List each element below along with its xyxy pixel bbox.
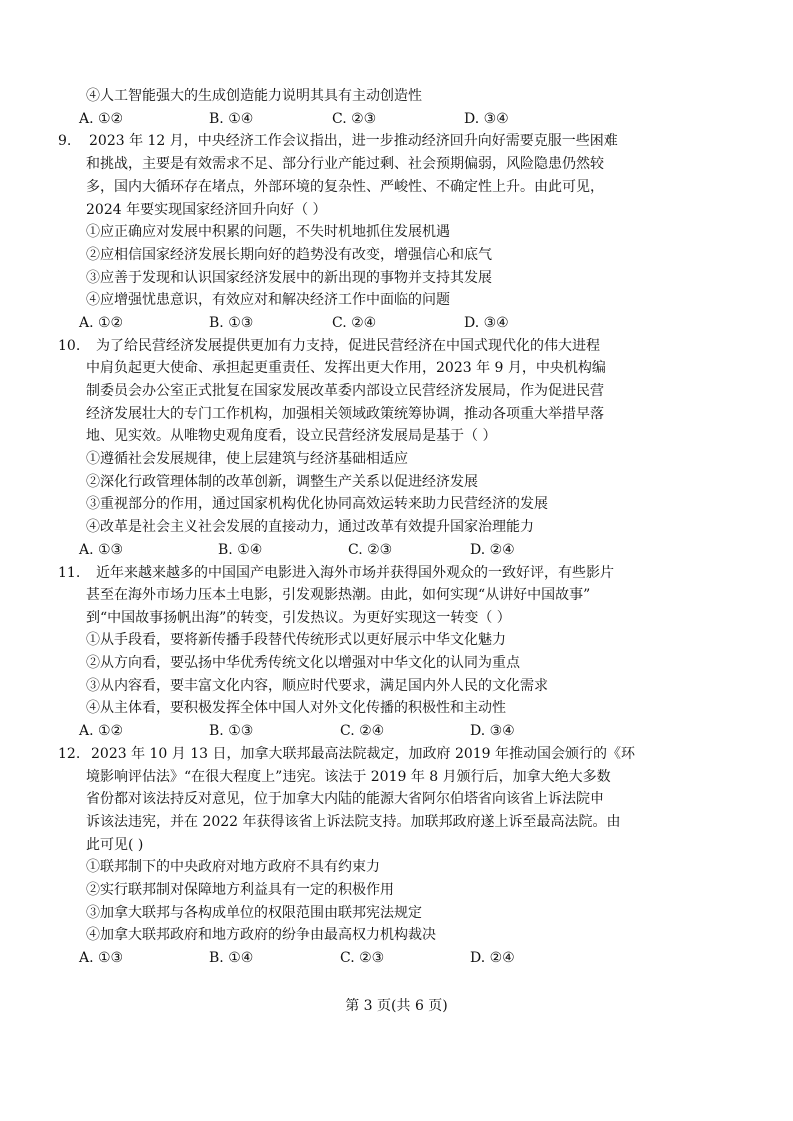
q10-statement-3: ③重视部分的作用，通过国家机构优化协同高效运转来助力民营经济的发展 [86,496,548,512]
q12-stem-line-4: 诉该法违宪，并在 2022 年获得该省上诉法院支持。加联邦政府遂上诉至最高法院。由 [86,814,621,830]
q12-stem-line-3: 省份都对该法持反对意见，位于加拿大内陆的能源大省阿尔伯塔省向该省上诉法院申 [86,791,604,807]
q10-stem-line-2: 中肩负起更大使命、承担起更重责任、发挥出更大作用，2023 年 9 月，中央机构编 [86,360,606,376]
q9-statement-4: ④应增强忧患意识，有效应对和解决经济工作中面临的问题 [86,292,450,308]
q12-stem-line-5: 此可见( ) [86,837,144,853]
q11-stem-line-3: 到“中国故事扬帆出海”的转变，引发热议。为更好实现这一转变（ ） [86,610,511,626]
page-number-footer: 第 3 页(共 6 页) [345,998,448,1014]
q11-option-b: B. ①③ [209,723,254,739]
q8-option-c: C. ②③ [332,111,377,127]
q9-number: 9. [58,133,72,149]
q9-option-d: D. ③④ [464,315,509,331]
q12-statement-4: ④加拿大联邦政府和地方政府的纷争由最高权力机构裁决 [86,927,436,943]
q9-stem-line-1: 2023 年 12 月，中央经济工作会议指出，进一步推动经济回升向好需要克服一些困难 [89,133,618,149]
q11-statement-1: ①从手段看，要将新传播手段替代传统形式以更好展示中华文化魅力 [86,632,506,648]
q12-option-c: C. ②③ [340,950,385,966]
q10-statement-2: ②深化行政管理体制的改革创新，调整生产关系以促进经济发展 [86,474,478,490]
q10-number: 10. [58,338,81,354]
q10-stem-line-4: 经济发展壮大的专门工作机构，加强相关领域政策统筹协调，推动各项重大举措早落 [86,406,604,422]
q8-option-d: D. ③④ [464,111,509,127]
q12-stem-line-2: 境影响评估法》“在很大程度上”违宪。该法于 2019 年 8 月颁行后，加拿大绝大多数 [86,769,611,785]
q9-stem-line-2: 和挑战，主要是有效需求不足、部分行业产能过剩、社会预期偏弱，风险隐患仍然较 [86,156,604,172]
q10-statement-1: ①遵循社会发展规律，使上层建筑与经济基础相适应 [86,451,408,467]
q11-option-a: A. ①② [79,723,124,739]
q12-option-d: D. ②④ [470,950,515,966]
q11-option-c: C. ②④ [340,723,385,739]
q11-option-d: D. ③④ [470,723,515,739]
q10-statement-4: ④改革是社会主义社会发展的直接动力，通过改革有效提升国家治理能力 [86,519,534,535]
q10-option-c: C. ②③ [348,542,393,558]
q12-option-b: B. ①④ [209,950,254,966]
q9-statement-1: ①应正确应对发展中积累的问题，不失时机地抓住发展机遇 [86,224,450,240]
q12-statement-3: ③加拿大联邦与各构成单位的权限范围由联邦宪法规定 [86,905,422,921]
q9-option-b: B. ①③ [209,315,254,331]
q8-statement-4: ④人工智能强大的生成创造能力说明其具有主动创造性 [86,88,422,104]
q12-statement-1: ①联邦制下的中央政府对地方政府不具有约束力 [86,859,380,875]
q10-option-b: B. ①④ [218,542,263,558]
q10-option-a: A. ①③ [79,542,124,558]
q8-option-a: A. ①② [79,111,124,127]
q9-option-c: C. ②④ [332,315,377,331]
q11-statement-2: ②从方向看，要弘扬中华优秀传统文化以增强对中华文化的认同为重点 [86,655,520,671]
q9-stem-line-4: 2024 年要实现国家经济回升向好（ ） [86,202,327,218]
q12-number: 12. [58,746,81,762]
q9-option-a: A. ①② [79,315,124,331]
q9-statement-2: ②应相信国家经济发展长期向好的趋势没有改变，增强信心和底气 [86,247,492,263]
q12-option-a: A. ①③ [79,950,124,966]
q10-stem-line-5: 地、见实效。从唯物史观角度看，设立民营经济发展局是基于（ ） [86,428,497,444]
q11-statement-4: ④从主体看，要积极发挥全体中国人对外文化传播的积极性和主动性 [86,700,506,716]
q12-stem-line-1: 2023 年 10 月 13 日，加拿大联邦最高法院裁定，加政府 2019 年推动国会颁行的《环 [91,746,636,762]
q8-option-b: B. ①④ [209,111,254,127]
q11-stem-line-1: 近年来越来越多的中国国产电影进入海外市场并获得国外观众的一致好评，有些影片 [96,565,614,581]
q10-stem-line-3: 制委员会办公室正式批复在国家发展改革委内部设立民营经济发展局，作为促进民营 [86,383,604,399]
q10-stem-line-1: 为了给民营经济发展提供更加有力支持，促进民营经济在中国式现代化的伟大进程 [96,338,600,354]
q9-stem-line-3: 多，国内大循环存在堵点，外部环境的复杂性、严峻性、不确定性上升。由此可见， [86,179,604,195]
q9-statement-3: ③应善于发现和认识国家经济发展中的新出现的事物并支持其发展 [86,270,492,286]
q11-stem-line-2: 甚至在海外市场力压本土电影，引发观影热潮。由此，如何实现“从讲好中国故事” [86,587,591,603]
q11-statement-3: ③从内容看，要丰富文化内容，顺应时代要求，满足国内外人民的文化需求 [86,678,548,694]
q10-option-d: D. ②④ [470,542,515,558]
q11-number: 11. [58,565,81,581]
q12-statement-2: ②实行联邦制对保障地方利益具有一定的积极作用 [86,882,394,898]
